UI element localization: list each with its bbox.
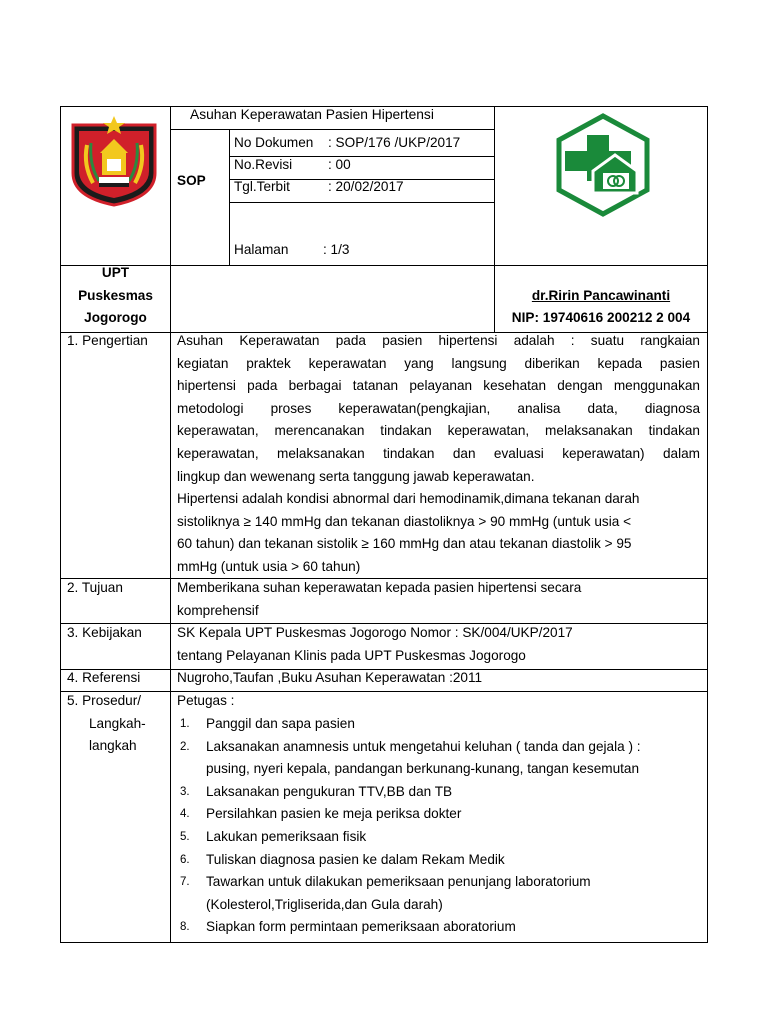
pengertian-line: metodologi proses keperawatan(pengkajian, analisa data, diagnosa — [177, 400, 700, 416]
page-value: : 1/3 — [323, 242, 350, 257]
hipertensi-line: Hipertensi adalah kondisi abnormal dari hemodinamik,dimana tekanan darah — [177, 491, 640, 507]
pengertian-line: kegiatan praktek keperawatan yang langsung diberikan kepada pasien — [177, 355, 700, 371]
section-kebijakan-line-2: tentang Pelayanan Klinis pada UPT Puskesmas Jogorogo — [177, 648, 526, 663]
section-prosedur-label-1: 5. Prosedur/ — [67, 693, 142, 708]
list-item: 7. Tawarkan untuk dilakukan pemeriksaan penunjang laboratorium (Kolesterol,Trigliserida,dan Gula darah) — [180, 874, 591, 912]
pengertian-line: hipertensi pada berbagai tatanan pelayanan kesehatan dengan menggunakan — [177, 378, 700, 394]
section-kebijakan-line-1: SK Kepala UPT Puskesmas Jogorogo Nomor : SK/004/UKP/2017 — [177, 625, 573, 640]
issue-date-value: : 20/02/2017 — [328, 179, 404, 194]
hipertensi-line: mmHg (untuk usia > 60 tahun) — [177, 558, 361, 574]
signer-nip: NIP: 19740616 200212 2 004 — [511, 310, 691, 325]
sop-label: SOP — [177, 173, 206, 188]
col-divider-sop — [229, 129, 230, 265]
list-item: 8. Siapkan form permintaan pemeriksaan aboratorium — [180, 919, 516, 935]
section-referensi-text: Nugroho,Taufan ,Buku Asuhan Keperawatan :2011 — [177, 670, 483, 685]
org-line-2: Puskesmas — [78, 288, 153, 303]
row-divider-referensi — [60, 691, 708, 692]
doc-number-value: : SOP/176 /UKP/2017 — [328, 135, 461, 150]
list-item: 6. Tuliskan diagnosa pasien ke dalam Rekam Medik — [180, 851, 505, 867]
pengertian-line: lingkup dan wewenang serta tanggung jawab keperawatan. — [177, 468, 535, 484]
doc-number-label: No Dokumen — [234, 135, 314, 150]
section-pengertian-label: 1. Pengertian — [67, 333, 148, 348]
section-prosedur-label-2: Langkah- — [89, 716, 146, 731]
page-label: Halaman — [234, 242, 289, 257]
hipertensi-line: sistoliknya ≥ 140 mmHg dan tekanan diastoliknya > 90 mmHg (untuk usia < — [177, 513, 632, 529]
col-divider-left — [170, 106, 171, 943]
section-referensi-label: 4. Referensi — [67, 670, 141, 685]
list-item: 3. Laksanakan pengukuran TTV,BB dan TB — [180, 783, 453, 799]
section-kebijakan-label: 3. Kebijakan — [67, 625, 142, 640]
list-item: 4. Persilahkan pasien ke meja periksa dokter — [180, 806, 462, 822]
section-tujuan-line-2: komprehensif — [177, 603, 259, 618]
section-tujuan-line-1: Memberikana suhan keperawatan kepada pasien hipertensi secara — [177, 580, 582, 595]
list-item: 5. Lakukan pemeriksaan fisik — [180, 828, 367, 844]
document-title: Asuhan Keperawatan Pasien Hipertensi — [190, 107, 434, 122]
section-prosedur-intro: Petugas : — [177, 693, 235, 708]
pengertian-line: keperawatan, melaksanakan tindakan dan evaluasi keperawatan) dalam — [177, 445, 700, 461]
section-pengertian-text — [177, 330, 700, 579]
org-line-1: UPT — [101, 265, 130, 280]
signer-name: dr.Ririn Pancawinanti — [531, 288, 671, 303]
hipertensi-line: 60 tahun) dan tekanan sistolik ≥ 160 mmHg dan atau tekanan diastolik > 95 — [177, 536, 632, 552]
pengertian-line: Asuhan Keperawatan pada pasien hipertensi adalah : suatu rangkaian — [177, 333, 700, 348]
issue-date-label: Tgl.Terbit — [234, 179, 290, 194]
section-tujuan-label: 2. Tujuan — [67, 580, 123, 595]
org-line-3: Jogorogo — [84, 310, 147, 325]
procedure-steps — [177, 713, 702, 939]
list-item: 1. Panggil dan sapa pasien — [180, 716, 355, 731]
pengertian-line: keperawatan, merencanakan tindakan keperawatan, melaksanakan tindakan — [177, 423, 700, 439]
section-prosedur-label-3: langkah — [89, 738, 137, 753]
regency-emblem-icon — [69, 115, 159, 207]
revision-label: No.Revisi — [234, 157, 293, 172]
row-divider-meta3 — [229, 202, 494, 203]
revision-value: : 00 — [328, 157, 351, 172]
list-item: 2. Laksanakan anamnesis untuk mengetahui keluhan ( tanda dan gejala ) : pusing, nyeri kepala, pandangan berkunang-kunang, tangan kesemutan — [180, 738, 641, 777]
row-divider-title — [170, 129, 494, 130]
puskesmas-logo-icon — [551, 113, 655, 217]
